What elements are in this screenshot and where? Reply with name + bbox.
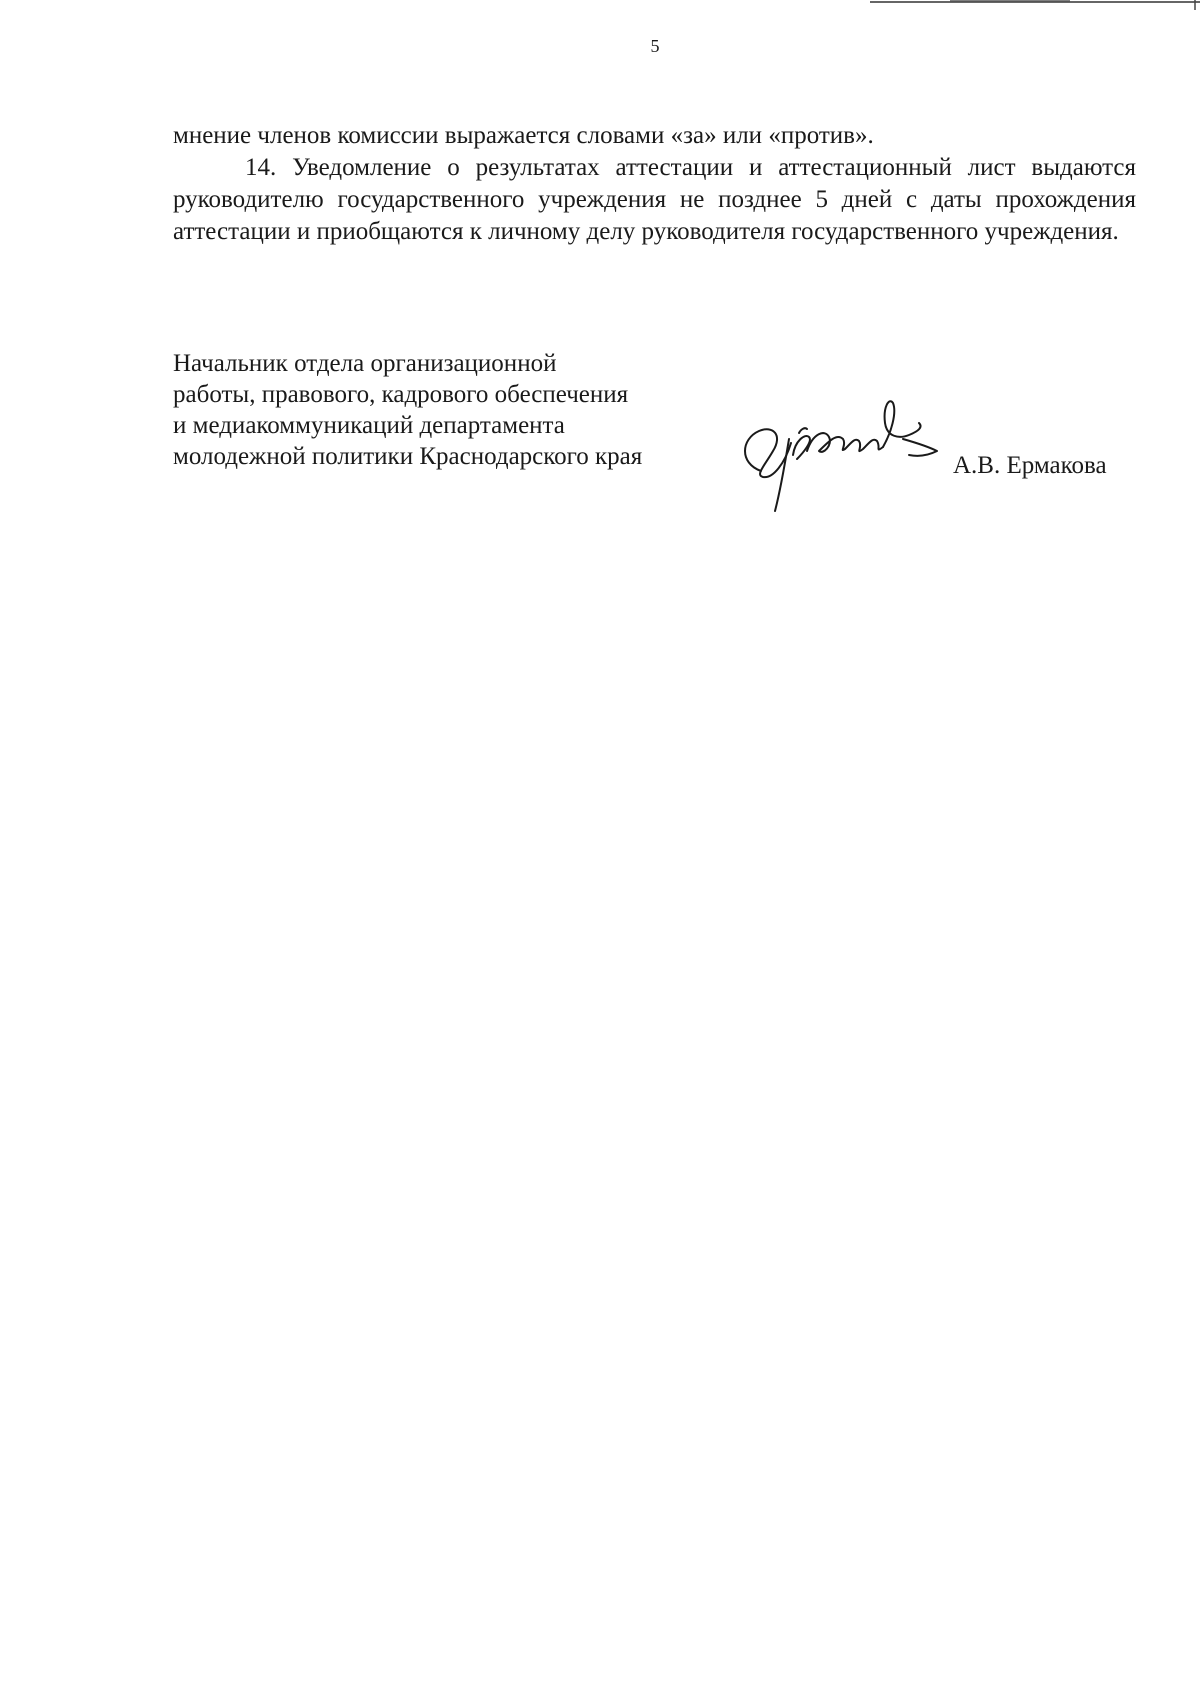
position-line: и медиакоммуникаций департамента bbox=[173, 412, 565, 439]
position-line: молодежной политики Краснодарского края bbox=[173, 443, 643, 470]
paragraph-continuation: мнение членов комиссии выражается словами «за» или «против». bbox=[173, 122, 874, 149]
paragraph-item-14: 14. Уведомление о результатах аттестации и аттестационный лист выдаются руководителю государственного учреждения не позднее 5 дней с даты прохождения аттестации и приобщаются к личному делу руководителя государственного учреждения. bbox=[173, 154, 1136, 245]
body-text bbox=[173, 120, 1136, 248]
page-number: 5 bbox=[650, 36, 660, 56]
position-line: работы, правового, кадрового обеспечения bbox=[173, 381, 629, 408]
signature-block bbox=[173, 348, 1138, 518]
signatory-name: А.В. Ермакова bbox=[953, 452, 1107, 479]
position-line: Начальник отдела организационной bbox=[173, 350, 557, 377]
signatory-position bbox=[173, 348, 713, 472]
handwritten-signature bbox=[733, 393, 943, 513]
scan-edge-lines bbox=[870, 0, 1200, 10]
